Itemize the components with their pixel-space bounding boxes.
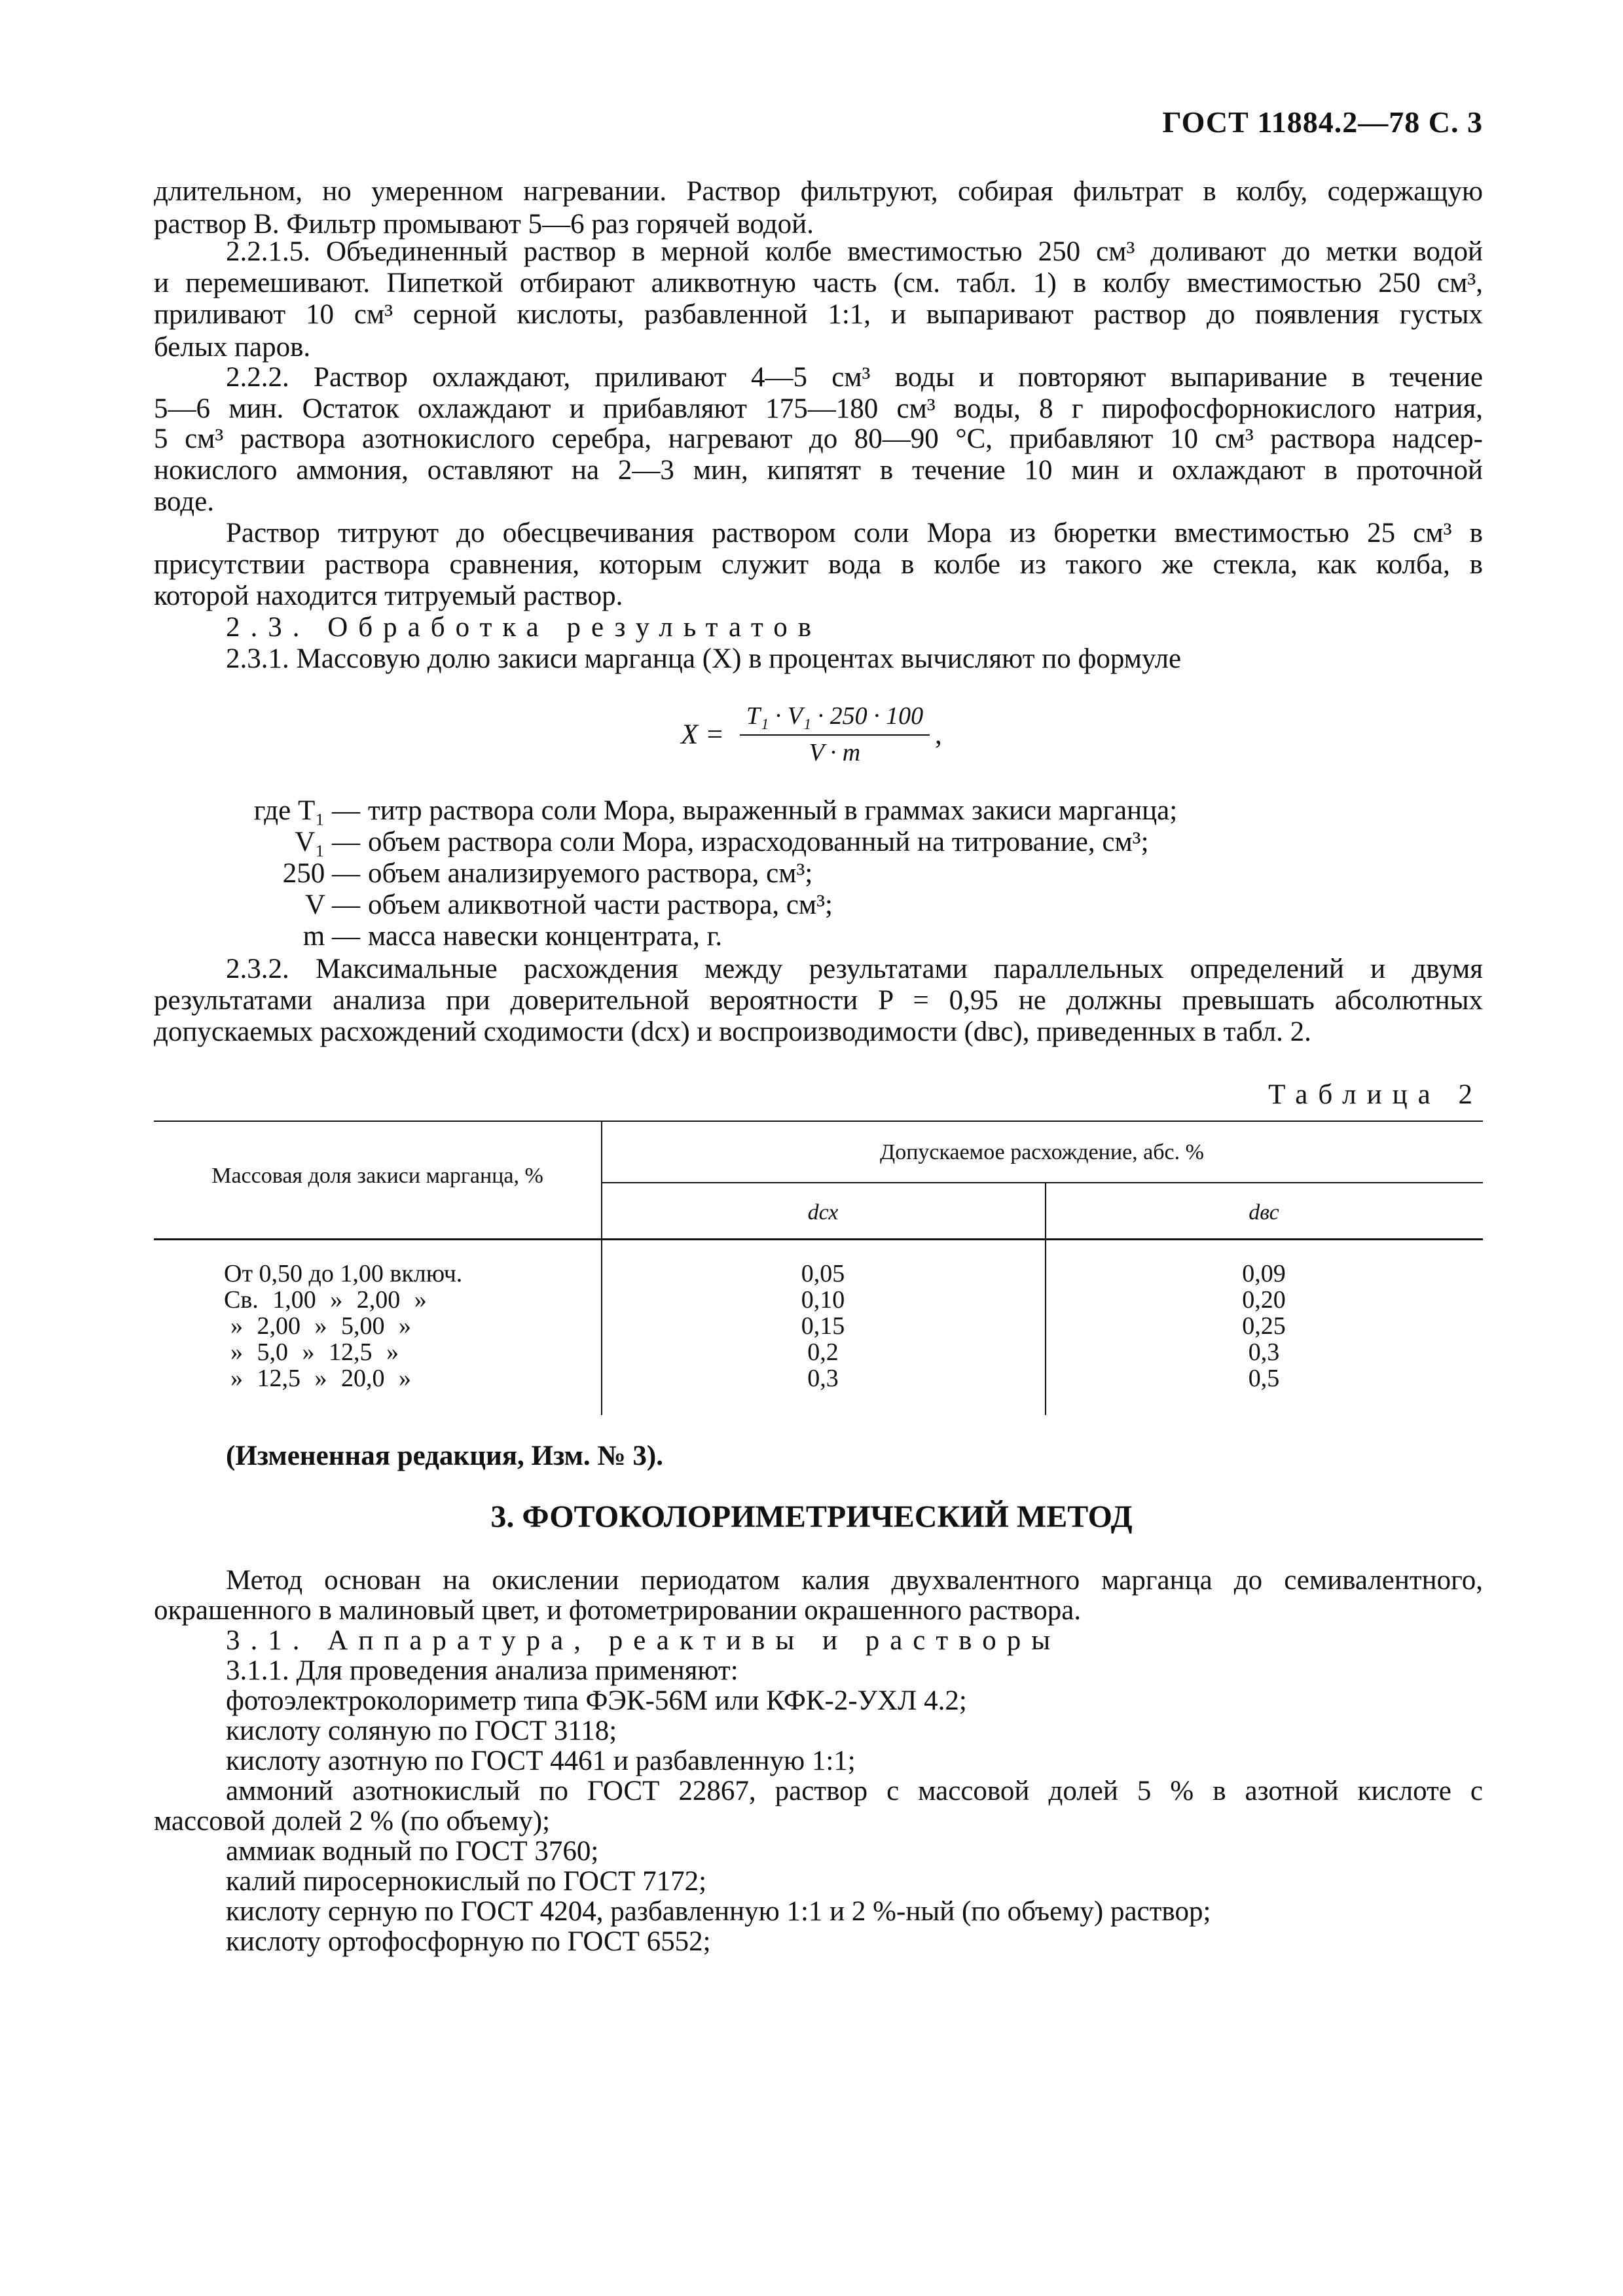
text-line: 2.2.1.5. Объединенный раствор в мерной колбе вместимостью 250 см³ доливают до метки водой <box>226 236 1483 267</box>
text-line: и перемешивают. Пипеткой отбирают аликвотную часть (см. табл. 1) в колбу вместимостью 250 см³, <box>154 268 1483 298</box>
text-line: 5—6 мин. Остаток охлаждают и прибавляют 175—180 см³ воды, 8 г пирофосфорнокислого натрия, <box>154 393 1483 424</box>
text-line: Раствор титруют до обесцвечивания раствором соли Мора из бюретки вместимостью 25 см³ в <box>226 518 1483 548</box>
text-line: фотоэлектроколориметр типа ФЭК-56М или КФК-2-УХЛ 4.2; <box>226 1685 967 1716</box>
text-line: кислоту ортофосфорную по ГОСТ 6552; <box>226 1926 711 1957</box>
text-line: 2.2.2. Раствор охлаждают, приливают 4—5 см³ воды и повторяют выпаривание в течение <box>226 362 1483 393</box>
table-rule-group <box>601 1182 1483 1183</box>
text-line: кислоту азотную по ГОСТ 4461 и разбавленную 1:1; <box>226 1746 856 1776</box>
table-cell: » 12,5 » 20,0 » <box>230 1365 411 1392</box>
amendment-note: (Измененная редакция, Изм. № 3). <box>226 1441 663 1471</box>
where-symbol: m — <box>302 921 360 952</box>
text-line: массовой долей 2 % (по объему); <box>154 1806 551 1837</box>
table-caption: Таблица 2 <box>1268 1079 1483 1110</box>
text-line: 5 см³ раствора азотнокислого серебра, нагревают до 80—90 °С, прибавляют 10 см³ раствора надсер- <box>154 423 1483 454</box>
text-line: аммиак водный по ГОСТ 3760; <box>226 1836 599 1867</box>
text-line: 2.3.2. Максимальные расхождения между результатами параллельных определений и двумя <box>226 954 1483 984</box>
where-symbol: 250 — <box>282 858 360 889</box>
table-cell: » 5,0 » 12,5 » <box>230 1338 399 1366</box>
table-cell: 0,3 <box>807 1365 839 1392</box>
text-line: белых паров. <box>154 332 311 363</box>
text-line: результатами анализа при доверительной вероятности P = 0,95 не должны превышать абсолютных <box>154 985 1483 1016</box>
text-line: 2.3.1. Массовую долю закиси марганца (X) в процентах вычисляют по формуле <box>226 643 1182 674</box>
section-heading: 2.3. Обработка результатов <box>226 612 822 643</box>
section-heading: 3.1. Аппаратура, реактивы и растворы <box>226 1625 1061 1656</box>
page-header: ГОСТ 11884.2—78 С. 3 <box>1162 105 1483 139</box>
formula-tail: , <box>935 719 942 750</box>
where-text: объем анализируемого раствора, см³; <box>368 858 813 889</box>
where-symbol: где T₁ — <box>253 795 360 826</box>
text-line: воде. <box>154 486 214 517</box>
table-cell: 0,15 <box>801 1312 845 1340</box>
table-cell: 0,20 <box>1242 1286 1286 1314</box>
table-cell: » 2,00 » 5,00 » <box>230 1312 411 1340</box>
text-line: аммоний азотнокислый по ГОСТ 22867, раствор с массовой долей 5 % в азотной кислоте с <box>226 1776 1483 1806</box>
table-cell: Св. 1,00 » 2,00 » <box>224 1286 427 1314</box>
table-rule-top <box>154 1121 1483 1122</box>
where-text: масса навески концентрата, г. <box>368 921 723 952</box>
fraction-bar <box>740 734 930 736</box>
table-cell: 0,2 <box>807 1338 839 1366</box>
where-symbol: V₁ — <box>295 827 360 857</box>
table-cell: 0,3 <box>1248 1338 1280 1366</box>
text-line: раствор В. Фильтр промывают 5—6 раз горячей водой. <box>154 209 814 240</box>
formula-numerator: T₁ · V₁ · 250 · 100 <box>746 702 924 730</box>
table-cell: От 0,50 до 1,00 включ. <box>224 1260 463 1287</box>
table-cell: 0,25 <box>1242 1312 1286 1340</box>
section-title: 3. ФОТОКОЛОРИМЕТРИЧЕСКИЙ МЕТОД <box>490 1499 1133 1534</box>
text-line: окрашенного в малиновый цвет, и фотометрировании окрашенного раствора. <box>154 1595 1082 1626</box>
table-cell: 0,09 <box>1242 1260 1286 1287</box>
text-line: которой находится титруемый раствор. <box>154 581 623 611</box>
text-line: длительном, но умеренном нагревании. Раствор фильтруют, собирая фильтрат в колбу, содержащую <box>154 176 1483 207</box>
table-cell: 0,05 <box>801 1260 845 1287</box>
where-symbol: V — <box>304 889 360 920</box>
table-cell: 0,10 <box>801 1286 845 1314</box>
table-header-dsx: dсх <box>807 1200 839 1225</box>
text-line: кислоту соляную по ГОСТ 3118; <box>226 1715 617 1746</box>
table-cell: 0,5 <box>1248 1365 1280 1392</box>
formula-lhs: X = <box>681 719 725 750</box>
table-header-col1: Массовая доля закиси марганца, % <box>211 1164 543 1188</box>
table-header-dvs: dвс <box>1249 1200 1279 1225</box>
where-text: объем аликвотной части раствора, см³; <box>368 889 833 920</box>
text-line: Метод основан на окислении периодатом калия двухвалентного марганца до семивалентного, <box>226 1565 1483 1596</box>
text-line: 3.1.1. Для проведения анализа применяют: <box>226 1655 739 1686</box>
table-header-group: Допускаемое расхождение, абс. % <box>880 1140 1204 1164</box>
table-rule-header <box>154 1238 1483 1240</box>
formula-denominator: V · m <box>809 739 861 766</box>
text-line: нокислого аммония, оставляют на 2—3 мин, кипятят в течение 10 мин и охлаждают в проточной <box>154 455 1483 486</box>
text-line: приливают 10 см³ серной кислоты, разбавленной 1:1, и выпаривают раствор до появления густых <box>154 299 1483 330</box>
where-text: титр раствора соли Мора, выраженный в граммах закиси марганца; <box>368 795 1178 826</box>
text-line: калий пиросернокислый по ГОСТ 7172; <box>226 1866 707 1897</box>
where-text: объем раствора соли Мора, израсходованный на титрование, см³; <box>368 827 1149 857</box>
text-line: кислоту серную по ГОСТ 4204, разбавленную 1:1 и 2 %-ный (по объему) раствор; <box>226 1896 1211 1927</box>
text-line: допускаемых расхождений сходимости (dсх) и воспроизводимости (dвс), приведенных в табл. 2. <box>154 1016 1311 1047</box>
text-line: присутствии раствора сравнения, которым служит вода в колбе из такого же стекла, как колба, в <box>154 549 1483 580</box>
